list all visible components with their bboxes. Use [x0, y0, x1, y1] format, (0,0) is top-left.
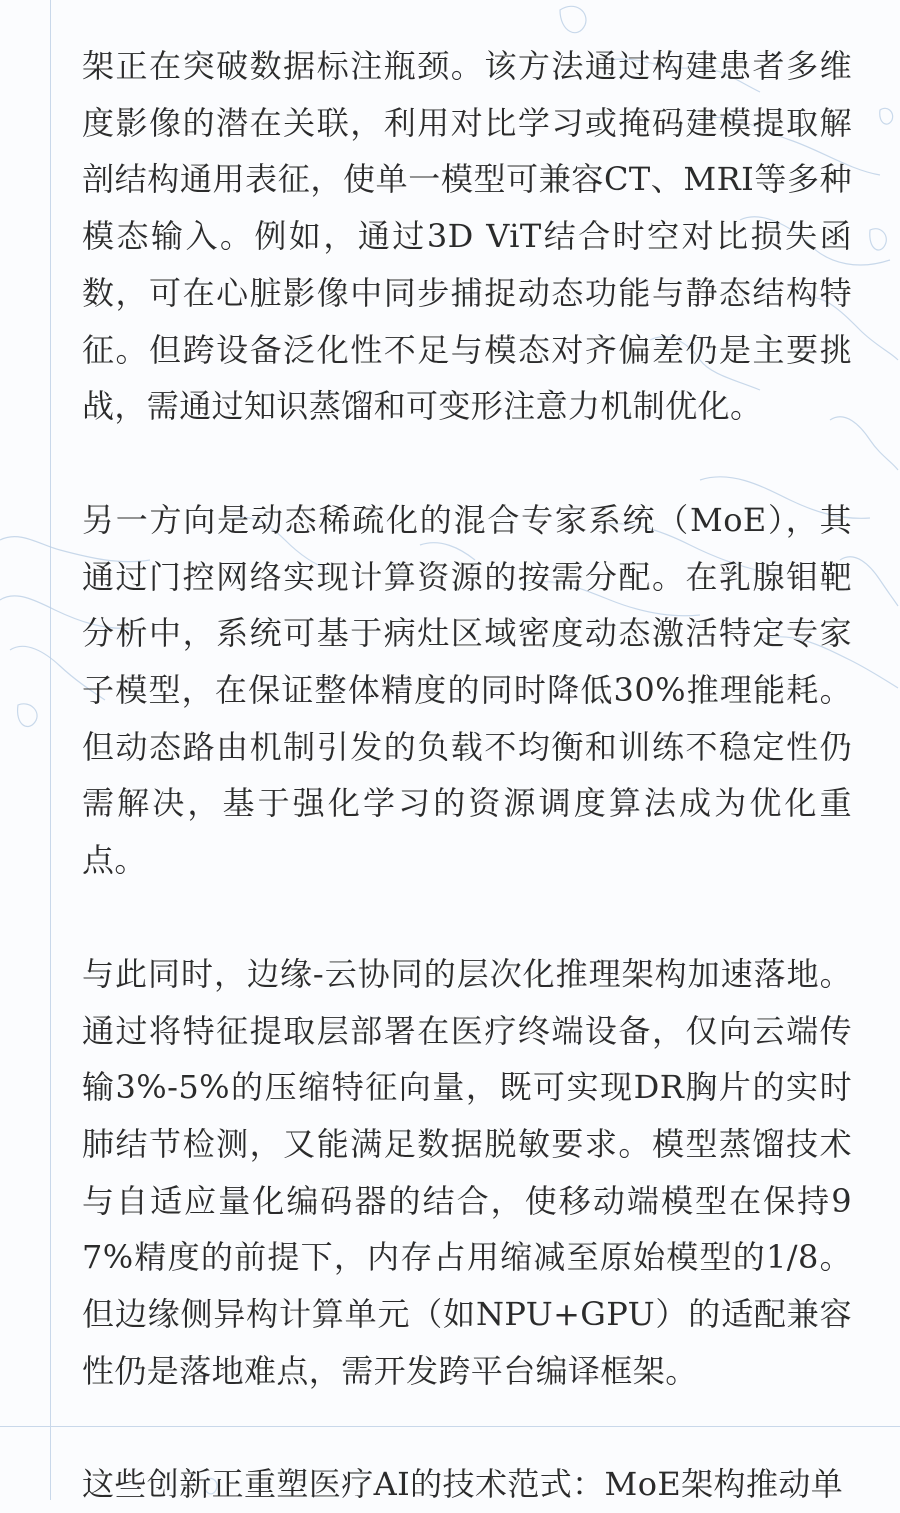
- margin-guide-line: [50, 0, 51, 1500]
- article-body: [82, 38, 852, 1513]
- paragraph-summary: 这些创新正重塑医疗AI的技术范式：MoE架构推动单: [82, 1465, 844, 1504]
- paragraph-edge-cloud: 与此同时，边缘-云协同的层次化推理架构加速落地。通过将特征提取层部署在医疗终端设备，仅向云端传输3%-5%的压缩特征向量，既可实现DR胸片的实时肺结节检测，又能满足数据脱敏要求。模型蒸馏技术与自适应量化编码器的结合，使移动端模型在保持97%精度的前提下，内存占用缩减至原始模型的1/8。但边缘侧异构计算单元（如NPU+GPU）的适配兼容性仍是落地难点，需开发跨平台编译框架。: [82, 954, 852, 1390]
- paragraph-self-supervised: 架正在突破数据标注瓶颈。该方法通过构建患者多维度影像的潜在关联，利用对比学习或掩码建模提取解剖结构通用表征，使单一模型可兼容CT、MRI等多种模态输入。例如，通过3D ViT结合时空对比损失函数，可在心脏影像中同步捕捉动态功能与静态结构特征。但跨设备泛化性不足与模态对齐偏差仍是主要挑战，需通过知识蒸馏和可变形注意力机制优化。: [82, 47, 852, 426]
- paragraph-moe: 另一方向是动态稀疏化的混合专家系统（MoE），其通过门控网络实现计算资源的按需分配。在乳腺钼靶分析中，系统可基于病灶区域密度动态激活特定专家子模型，在保证整体精度的同时降低30%推理能耗。但动态路由机制引发的负载不均衡和训练不稳定性仍需解决，基于强化学习的资源调度算法成为优化重点。: [82, 500, 852, 880]
